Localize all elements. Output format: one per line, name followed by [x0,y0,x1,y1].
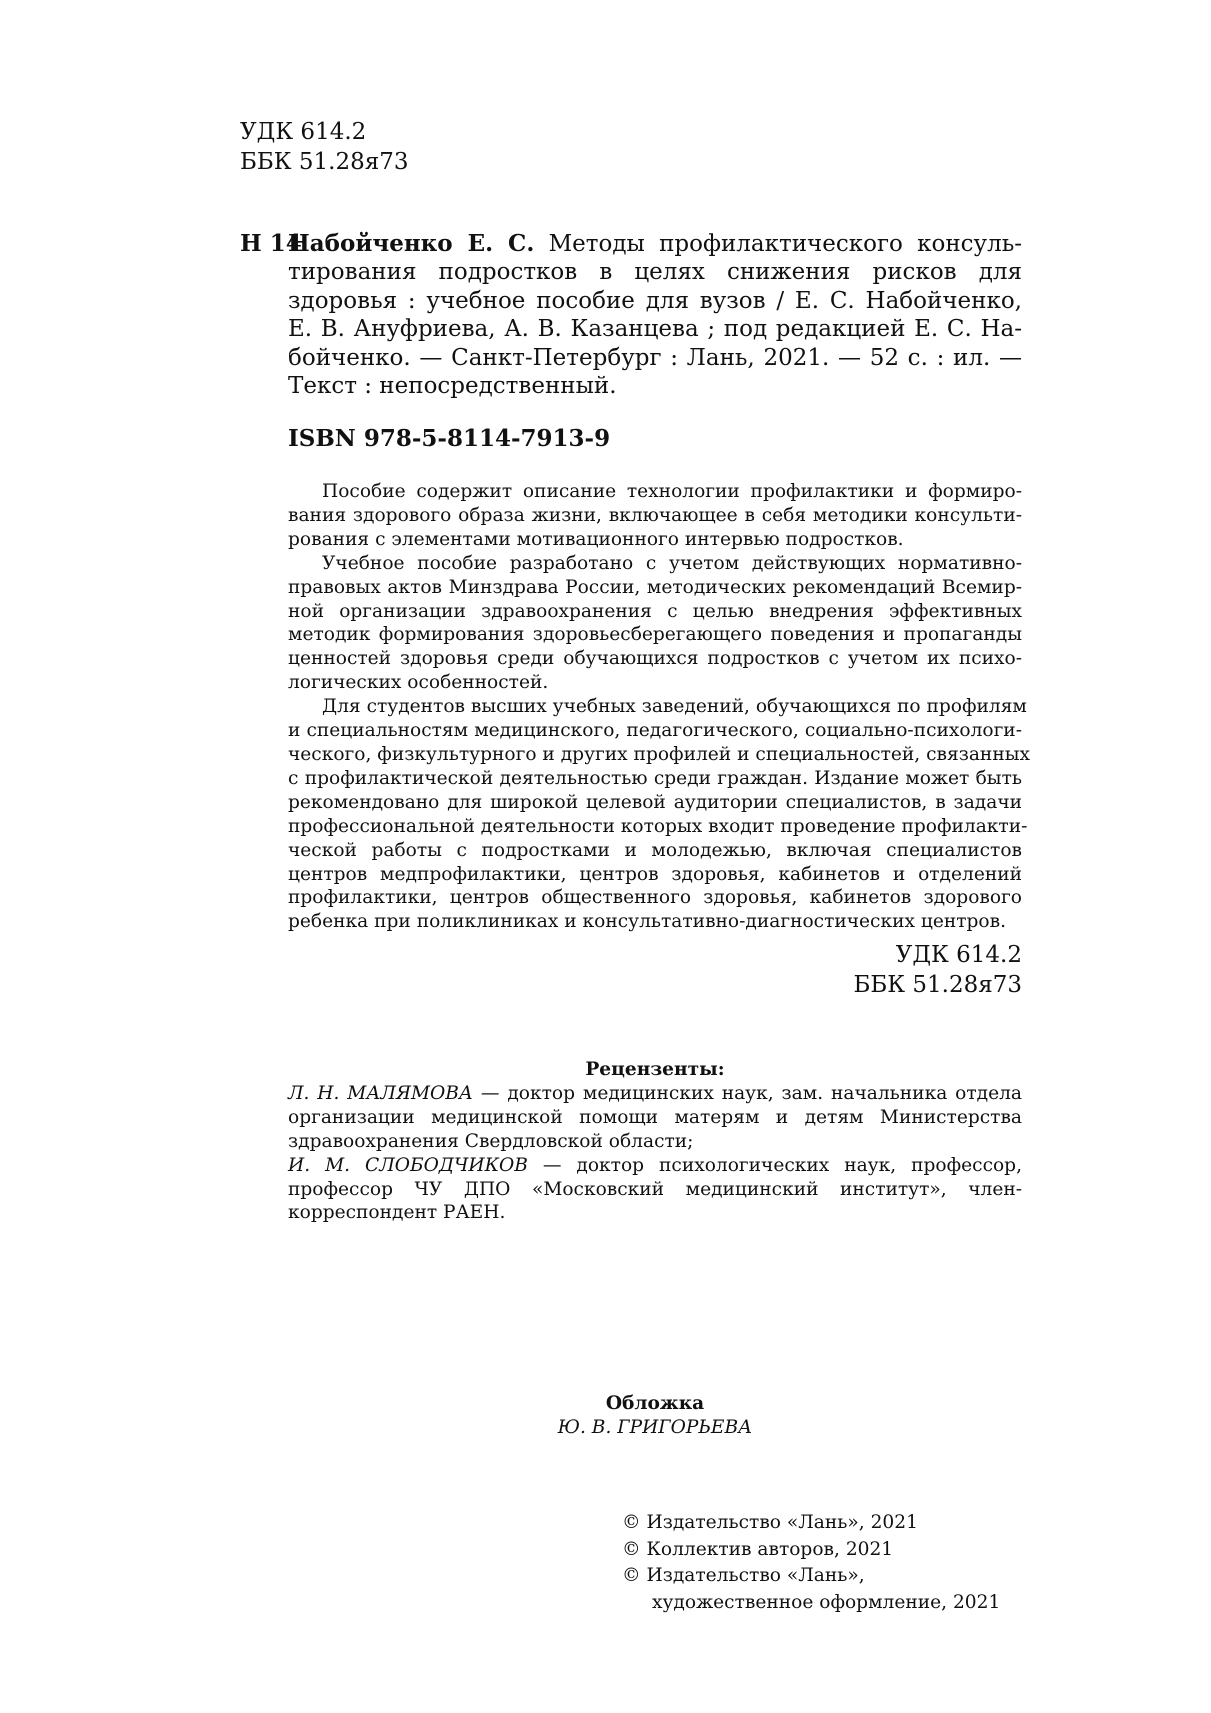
annotation-line: Учебное пособие разработано с учетом действующих нормативно- [322,552,1022,574]
annotation-line: центров медпрофилактики, центров здоровья, кабинетов и отделений [288,863,1022,885]
annotation-line: логических особенностей. [288,672,549,694]
cover-designer: Ю. В. ГРИГОРЬЕВА [557,1417,753,1438]
copyright-line: © Коллектив авторов, 2021 [622,1538,894,1560]
cover-title: Обложка [605,1393,705,1414]
bibliographic-entry [240,230,1022,400]
entry-line: здоровья : учебное пособие для вузов / Е. С. Набойченко, [288,287,1022,314]
entry-author: Набойченко Е. С. [288,230,535,257]
udk-code: УДК 614.2 [240,119,367,145]
entry-line: тирования подростков в целях снижения рисков для [288,259,1022,286]
copyright-line: художественное оформление, 2021 [652,1591,1001,1613]
annotation-line: и специальностям медицинского, педагогического, социально-психологи- [288,720,1022,742]
reviewer-name: Л. Н. МАЛЯМОВА [288,1082,473,1104]
annotation-line: ной организации здравоохранения с целью внедрения эффективных [288,600,1022,622]
bbk-code: ББК 51.28я73 [853,972,1022,998]
reviewer-line: корреспондент РАЕН. [288,1202,506,1224]
annotation-line: профилактики, центров общественного здоровья, кабинетов здорового [288,887,1022,909]
entry-line: бойченко. — Санкт-Петербург : Лань, 2021. — 52 с. : ил. — [288,344,1022,371]
annotation-line: профессиональной деятельности которых входит проведение профилакти- [288,815,1028,837]
annotation-line: правовых актов Минздрава России, методических рекомендаций Всемир- [288,576,1022,598]
annotation-line: ческой работы с подростками и молодежью, включая специалистов [288,839,1022,861]
annotation-line: ребенка при поликлиниках и консультативно-диагностических центров. [288,911,1006,933]
reviewers-title: Рецензенты: [585,1059,725,1080]
reviewer-line: здравоохранения Свердловской области; [288,1130,694,1152]
annotation [288,480,1031,934]
annotation-line: рования с элементами мотивационного интервью подростков. [288,528,904,550]
annotation-line: вания здорового образа жизни, включающее в себя методики консульти- [288,504,1022,526]
copyright-block [622,1510,1000,1616]
reviewer-line: организации медицинской помощи матерям и детям Министерства [288,1106,1022,1128]
annotation-line: ценностей здоровья среди обучающихся подростков с учетом их психо- [288,648,1022,670]
reviewer-line: профессор ЧУ ДПО «Московский медицинский институт», член- [288,1178,1022,1200]
copyright-line: © Издательство «Лань», [622,1565,865,1587]
annotation-line: с профилактической деятельностью среди граждан. Издание может быть [288,767,1022,789]
reviewer-line: И. М. СЛОБОДЧИКОВ — доктор психологических наук, профессор, [288,1154,1022,1176]
udk-code: УДК 614.2 [895,942,1022,968]
annotation-line: ческого, физкультурного и других профилей и специальностей, связанных [288,743,1031,765]
cover-credit [288,1392,1022,1440]
classification-top [240,117,409,177]
entry-line: Набойченко Е. С. Методы профилактического консуль- [288,230,1022,257]
reviewer-line: Л. Н. МАЛЯМОВА — доктор медицинских наук, зам. начальника отдела [288,1082,1022,1104]
annotation-line: Пособие содержит описание технологии профилактики и формиро- [322,481,1022,502]
bbk-code: ББК 51.28я73 [240,149,409,175]
reviewers [288,1058,1022,1225]
entry-line: Е. В. Ануфриева, А. В. Казанцева ; под редакцией Е. С. На- [288,316,1022,343]
reviewer-name: И. М. СЛОБОДЧИКОВ [288,1154,528,1176]
entry-line: Текст : непосредственный. [288,373,617,400]
annotation-line: рекомендовано для широкой целевой аудитории специалистов, в задачи [288,791,1022,813]
copyright-line: © Издательство «Лань», 2021 [622,1512,918,1533]
author-mark: Н 14 [240,230,302,257]
classification-bottom [760,940,1022,1000]
annotation-line: Для студентов высших учебных заведений, обучающихся по профилям [322,696,1027,718]
annotation-line: методик формирования здоровьесберегающего поведения и пропаганды [288,624,1022,646]
isbn: ISBN 978-5-8114-7913-9 [288,425,611,452]
